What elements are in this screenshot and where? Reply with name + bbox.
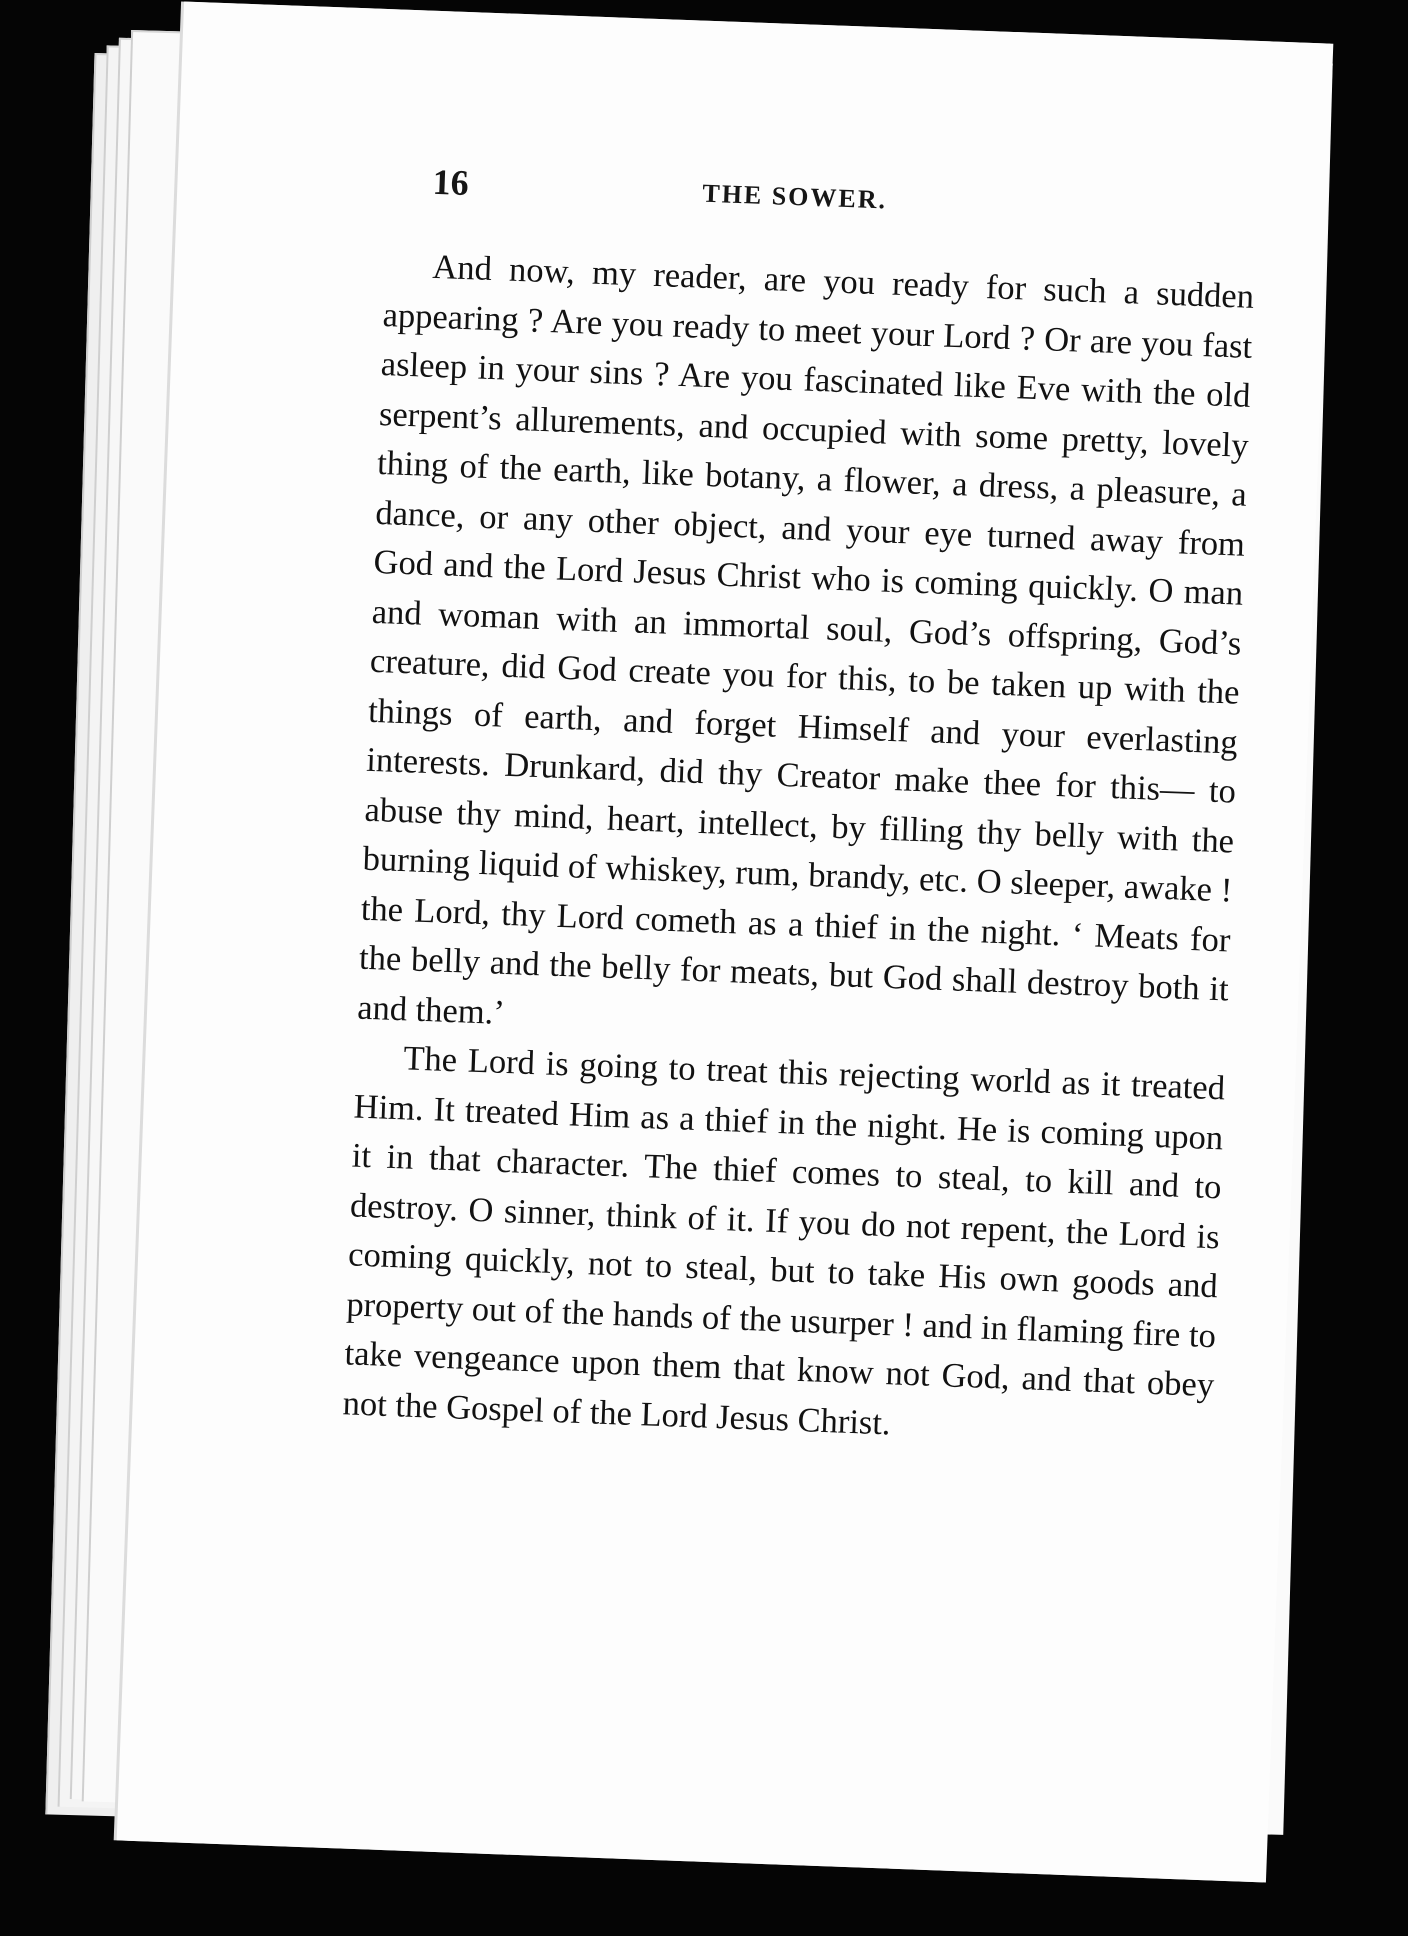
- book-page: [117, 2, 1334, 1883]
- running-head: [431, 161, 1233, 250]
- body-text: [342, 241, 1255, 1460]
- paragraph-2: The Lord is going to treat this rejecting world as it treated Him. It treated Him as a thief in the night. He is coming upon it in that character. The thief comes to steal, to kill and to destroy. O sinner, think of it. If you do not repent, the Lord is coming quickly, not to steal, but to take His own goods and property out of the hands of the usurper ! and in flaming fire to take vengeance upon them that know not God, and that obey not the Gospel of the Lord Jesus Christ.: [342, 1039, 1226, 1442]
- page-number: 16: [431, 161, 470, 204]
- paragraph-1: And now, my reader, are you ready for such a sudden appearing ? Are you ready to meet your Lord ? Or are you fast asleep in your sins ? Are you fascinated like Eve with the old serpent’s allurements, and occupied with some pretty, lovely thing of the earth, like botany, a flower, a dress, a pleasure, a dance, or any other object, and your eye turned away from God and the Lord Jesus Christ who is coming quickly. O man and woman with an immortal soul, God’s offspring, God’s creature, did God create you for this, to be taken up with the things of earth, and forget Himself and your everlasting interests. Drunkard, did thy Creator make thee for this— to abuse thy mind, heart, intellect, by filling thy belly with the burning liquid of whiskey, rum, brandy, etc. O sleeper, awake ! the Lord, thy Lord cometh as a thief in the night. ‘ Meats for the belly and the belly for meats, but God shall destroy both it and them.’: [356, 247, 1255, 1032]
- running-title: THE SOWER.: [701, 178, 888, 215]
